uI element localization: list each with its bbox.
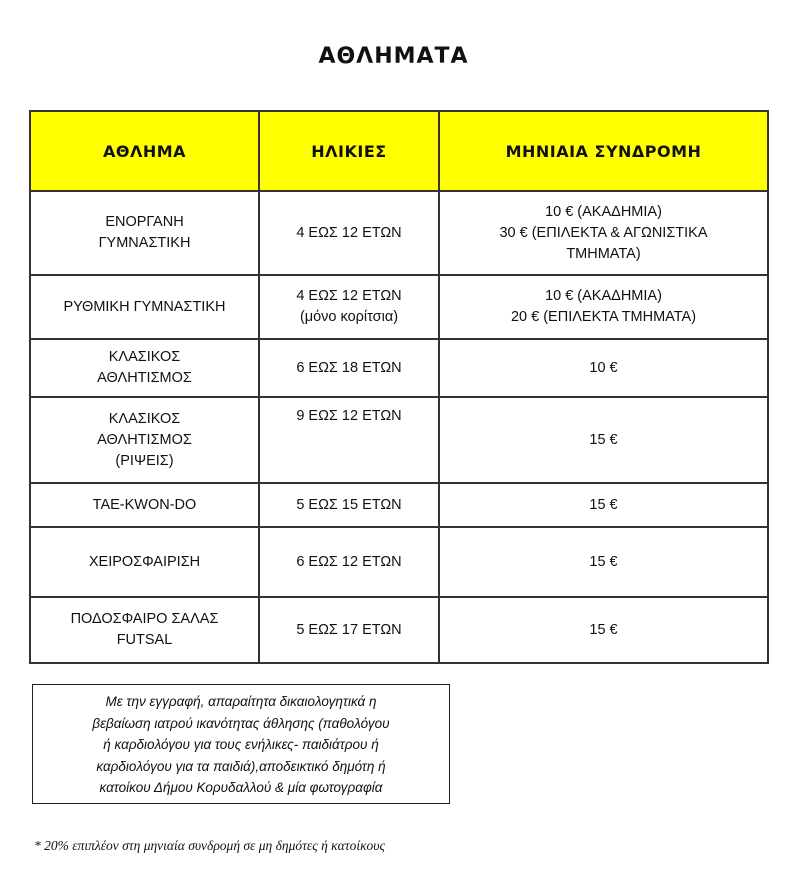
ages-line: 6 ΕΩΣ 12 ΕΤΩΝ (296, 553, 402, 570)
fee-line: 15 € (589, 621, 618, 638)
table-header-row (30, 111, 768, 191)
footnote: * 20% επιπλέον στη μηνιαία συνδρομή σε μη δημότες ή κατοίκους (34, 838, 385, 853)
fee-line: 10 € (ΑΚΑΔΗΜΙΑ) (545, 203, 662, 220)
note-line: καρδιολόγου για τα παιδιά),αποδεικτικό δημότη ή (96, 758, 386, 774)
ages-line: (μόνο κορίτσια) (299, 309, 399, 325)
fee-line: 15 € (589, 431, 618, 448)
sports-table (29, 110, 769, 664)
sport-line: ΡΥΘΜΙΚΗ ΓΥΜΝΑΣΤΙΚΗ (63, 298, 226, 315)
ages-line: 4 ΕΩΣ 12 ΕΤΩΝ (296, 224, 402, 241)
fee-cell (439, 397, 768, 483)
table-row (30, 397, 768, 483)
ages-cell (259, 397, 439, 483)
fee-cell (439, 191, 768, 275)
header-ages: ΗΛΙΚΙΕΣ (259, 111, 439, 191)
fee-cell (439, 597, 768, 663)
registration-note-box (32, 684, 450, 804)
note-line: Με την εγγραφή, απαραίτητα δικαιολογητικά η (105, 694, 377, 709)
fee-cell (439, 527, 768, 597)
table-row (30, 597, 768, 663)
table-row (30, 275, 768, 339)
ages-line: 9 ΕΩΣ 12 ΕΤΩΝ (296, 408, 402, 424)
sport-cell (30, 339, 259, 397)
sport-cell (30, 275, 259, 339)
ages-cell (259, 275, 439, 339)
ages-line: 6 ΕΩΣ 18 ΕΤΩΝ (296, 359, 402, 376)
note-line: βεβαίωση ιατρού ικανότητας άθλησης (παθολόγου (92, 715, 390, 731)
table-row (30, 339, 768, 397)
fee-line: 15 € (589, 553, 618, 570)
fee-line: 10 € (589, 359, 618, 376)
ages-line: 5 ΕΩΣ 15 ΕΤΩΝ (296, 496, 402, 513)
note-line: κατοίκου Δήμου Κορυδαλλού & μία φωτογραφία (99, 780, 383, 795)
note-line: ή καρδιολόγου για τους ενήλικες- παιδιάτρου ή (103, 737, 379, 752)
ages-line: 4 ΕΩΣ 12 ΕΤΩΝ (296, 288, 402, 304)
sport-line: ΕΝΟΡΓΑΝΗ (105, 214, 184, 230)
fee-cell (439, 483, 768, 527)
fee-cell (439, 339, 768, 397)
header-monthly-fee: ΜΗΝΙΑΙΑ ΣΥΝΔΡΟΜΗ (439, 111, 768, 191)
table-row (30, 483, 768, 527)
fee-line: 10 € (ΑΚΑΔΗΜΙΑ) (545, 288, 662, 304)
fee-line: 20 € (ΕΠΙΛΕΚΤΑ ΤΜΗΜΑΤΑ) (510, 309, 697, 325)
sport-line: ΧΕΙΡΟΣΦΑΙΡΙΣΗ (88, 553, 201, 570)
ages-line: 5 ΕΩΣ 17 ΕΤΩΝ (296, 621, 402, 638)
sport-line: (ΡΙΨΕΙΣ) (115, 452, 174, 469)
sport-line: ΠΟΔΟΣΦΑΙΡΟ ΣΑΛΑΣ (70, 611, 219, 627)
table-row (30, 527, 768, 597)
sport-line: ΑΘΛΗΤΙΣΜΟΣ (97, 370, 192, 386)
sport-cell (30, 597, 259, 663)
header-sport: ΑΘΛΗΜΑ (30, 111, 259, 191)
sport-line: ΓΥΜΝΑΣΤΙΚΗ (98, 235, 191, 251)
fee-line: ΤΜΗΜΑΤΑ) (566, 245, 641, 262)
fee-cell (439, 275, 768, 339)
fee-line: 30 € (ΕΠΙΛΕΚΤΑ & ΑΓΩΝΙΣΤΙΚΑ (499, 224, 708, 241)
page-title: ΑΘΛΗΜΑΤΑ (318, 44, 469, 69)
fee-line: 15 € (589, 496, 618, 513)
sport-cell (30, 397, 259, 483)
sport-cell (30, 191, 259, 275)
sport-cell (30, 483, 259, 527)
ages-cell (259, 483, 439, 527)
ages-cell (259, 527, 439, 597)
ages-cell (259, 191, 439, 275)
sport-line: ΚΛΑΣΙΚΟΣ (108, 410, 181, 427)
sport-line: ΑΘΛΗΤΙΣΜΟΣ (97, 431, 192, 448)
sport-cell (30, 527, 259, 597)
table-row (30, 191, 768, 275)
ages-cell (259, 597, 439, 663)
ages-cell (259, 339, 439, 397)
sport-line: TAE-KWON-DO (92, 496, 197, 513)
sport-line: ΚΛΑΣΙΚΟΣ (108, 349, 181, 365)
sport-line: FUTSAL (116, 632, 173, 648)
